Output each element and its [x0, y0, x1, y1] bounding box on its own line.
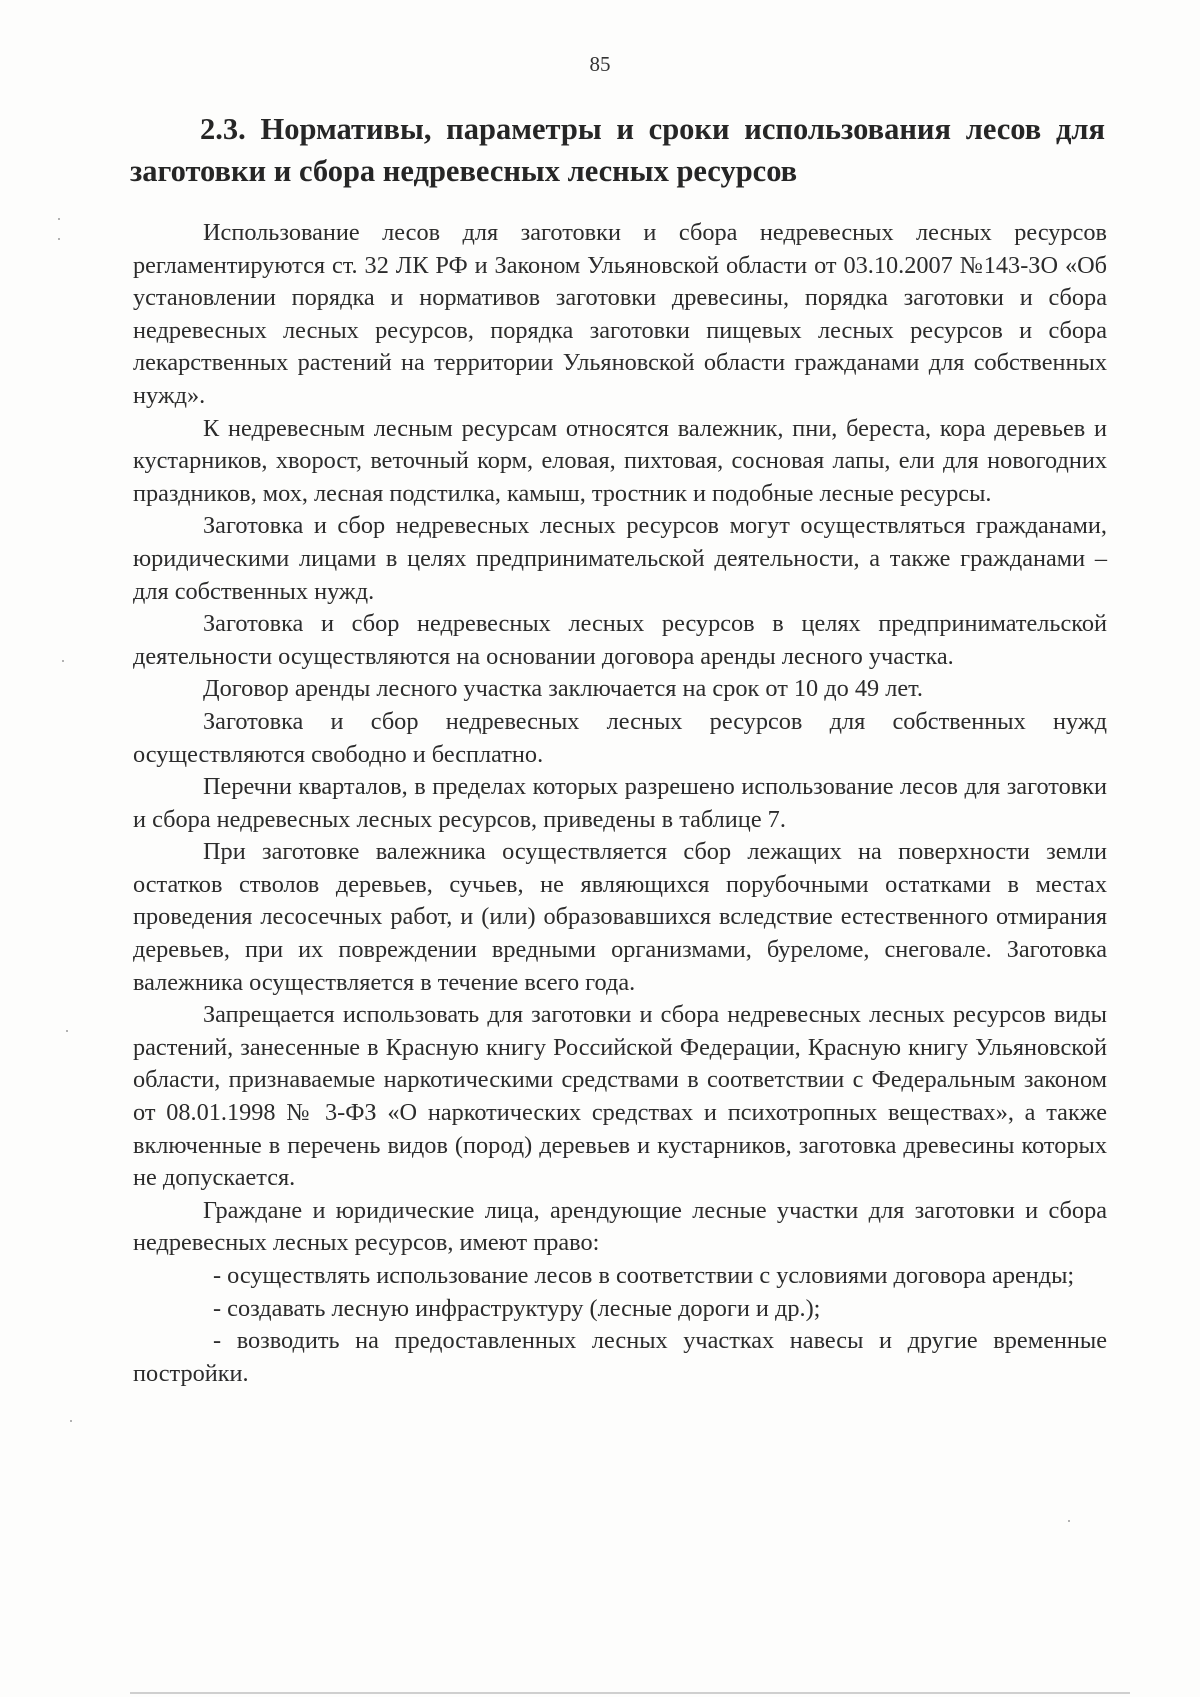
paragraph-resource-types: К недревесным лесным ресурсам относятся валежник, пни, береста, кора деревьев и кустарников, хворост, веточный корм, еловая, пихтовая, сосновая лапы, ели для новогодних праздников, мох, лесная подстилка, камыш, тростник и подобные лесные ресурсы.: [133, 414, 1107, 507]
paragraph-deadwood: При заготовке валежника осуществляется сбор лежащих на поверхности земли остатков стволов деревьев, сучьев, не являющихся порубочными остатками в местах проведения лесосечных работ, и (или) образовавшихся вследствие естественного отмирания деревьев, при их повреждении вредными организмами, буреломе, снеговале. Заготовка валежника осуществляется в течение всего года.: [133, 838, 1107, 996]
scan-speck: [66, 1030, 68, 1032]
scan-edge-line: [130, 1692, 1130, 1694]
paragraph-quarters-list: Перечни кварталов, в пределах которых разрешено использование лесов для заготовки и сбора недревесных лесных ресурсов, приведены в таблице 7.: [133, 773, 1107, 833]
paragraph-who-may-harvest: Заготовка и сбор недревесных лесных ресурсов могут осуществляться гражданами, юридическими лицами в целях предпринимательской деятельности, а также гражданами – для собственных нужд.: [133, 512, 1107, 605]
paragraph-legal-basis: Использование лесов для заготовки и сбора недревесных лесных ресурсов регламентируются ст. 32 ЛК РФ и Законом Ульяновской области от 03.10.2007 №143-ЗО «Об установлении порядка и нормативов заготовки древесины, порядка заготовки и сбора недревесных лесных ресурсов, порядка заготовки пищевых лесных ресурсов и сбора лекарственных растений на территории Ульяновской области гражданами для собственных нужд».: [133, 219, 1107, 409]
paragraph-personal-needs: Заготовка и сбор недревесных лесных ресурсов для собственных нужд осуществляются свободно и бесплатно.: [133, 707, 1107, 768]
paragraph-prohibitions: Запрещается использовать для заготовки и сбора недревесных лесных ресурсов виды растений, занесенные в Красную книгу Российской Федерации, Красную книгу Ульяновской области, признаваемые наркотическими средствами в соответствии с Федеральным законом от 08.01.1998 № 3-ФЗ «О наркотических средствах и психотропных веществах», а также включенные в перечень видов (пород) деревьев и кустарников, заготовка древесины которых не допускается.: [133, 1001, 1107, 1192]
body-text: [133, 217, 1107, 1390]
scan-speck: [58, 218, 60, 220]
scan-speck: [70, 1420, 72, 1422]
paragraph-commercial-basis: Заготовка и сбор недревесных лесных ресурсов в целях предпринимательской деятельности осуществляются на основании договора аренды лесного участка.: [133, 610, 1107, 670]
paragraph-rights-intro: Граждане и юридические лица, арендующие лесные участки для заготовки и сбора недревесных лесных ресурсов, имеют право:: [133, 1196, 1107, 1257]
rights-list-item: - осуществлять использование лесов в соответствии с условиями договора аренды;: [213, 1262, 1075, 1289]
scan-speck: [62, 660, 64, 662]
page-number: 85: [589, 52, 611, 76]
paragraph-lease-term: Договор аренды лесного участка заключается на срок от 10 до 49 лет.: [203, 675, 923, 703]
rights-list-item: - создавать лесную инфраструктуру (лесные дороги и др.);: [213, 1294, 821, 1322]
section-heading: 2.3. Нормативы, параметры и сроки использования лесов для заготовки и сбора недревесных лесных ресурсов: [130, 112, 1105, 188]
scan-speck: [58, 238, 60, 240]
rights-list-item: - возводить на предоставленных лесных участках навесы и другие временные постройки.: [133, 1327, 1107, 1387]
scan-speck: [1068, 1520, 1070, 1522]
